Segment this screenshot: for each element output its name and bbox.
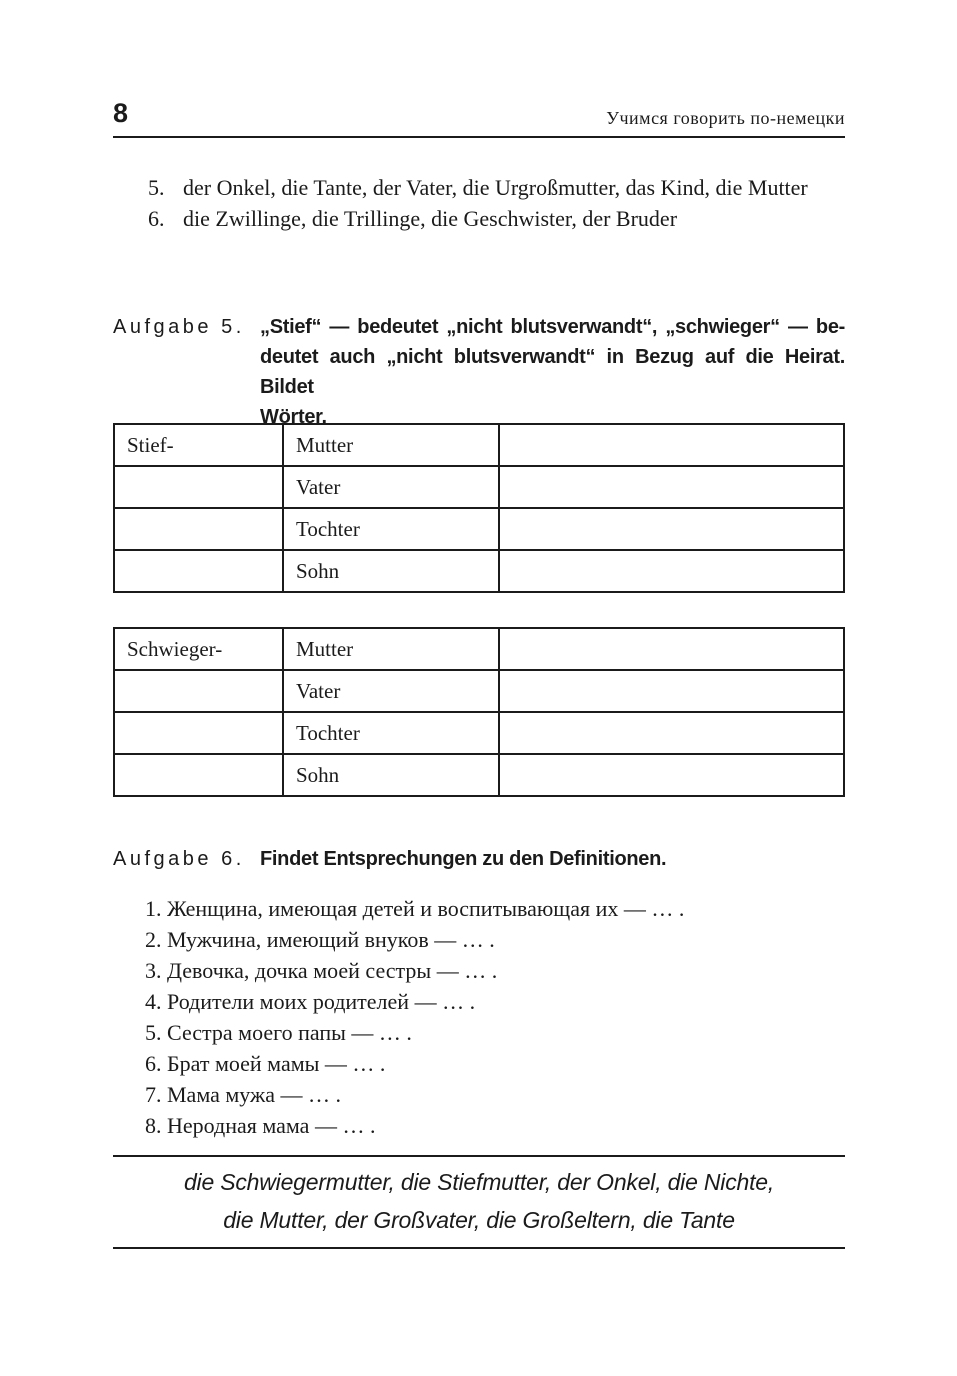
table-word-cell: Vater [283,670,499,712]
table-answer-cell [499,424,844,466]
table-answer-cell [499,712,844,754]
word-bank [113,1155,845,1249]
list-item-text: der Onkel, die Tante, der Vater, die Urgroßmutter, das Kind, die Mutter [183,175,808,200]
page-header [113,96,845,138]
task5-instruction [260,312,845,432]
word-bank-line: die Schwiegermutter, die Stiefmutter, der Onkel, die Nichte, [183,1169,775,1195]
table-answer-cell [499,754,844,796]
top-list [148,172,848,234]
task5-instruction-line: Wörter. [260,406,327,428]
task6-instruction: Findet Entsprechungen zu den Definitionen. [260,848,667,870]
definition-item: 2. Мужчина, имеющий внуков — … . [145,927,495,952]
table-prefix-cell [114,466,283,508]
table-word-cell: Mutter [283,628,499,670]
list-item-text: die Zwillinge, die Trillinge, die Geschwister, der Bruder [183,206,678,231]
table-prefix-cell [114,508,283,550]
table-word-cell: Mutter [283,424,499,466]
table-word-cell: Sohn [283,754,499,796]
definition-item: 3. Девочка, дочка моей сестры — … . [145,958,498,983]
task5-label: Aufgabe 5. [113,316,245,338]
table-prefix-cell [114,754,283,796]
task6-label: Aufgabe 6. [113,848,245,870]
table-prefix-cell [114,712,283,754]
task5-instruction-line: „Stief“ — bedeutet „nicht blutsverwandt“, „schwieger“ — be- [260,316,845,338]
table-answer-cell [499,466,844,508]
definitions-list [145,893,845,1141]
word-bank-line: die Mutter, der Großvater, die Großeltern, die Tante [223,1207,735,1233]
table-answer-cell [499,670,844,712]
definition-item: 5. Сестра моего папы — … . [145,1020,412,1045]
list-item-number: 5. [148,175,165,200]
table-row [114,466,844,508]
page-number: 8 [113,98,129,128]
list-item-number: 6. [148,206,165,231]
table-word-cell: Tochter [283,508,499,550]
table-row [114,712,844,754]
definition-item: 1. Женщина, имеющая детей и воспитывающая их — … . [145,896,685,921]
table-answer-cell [499,508,844,550]
table-word-cell: Sohn [283,550,499,592]
table-answer-cell [499,628,844,670]
table-prefix-cell [114,550,283,592]
table-row [114,550,844,592]
table-row [114,424,844,466]
definition-item: 4. Родители моих родителей — … . [145,989,476,1014]
table-word-cell: Vater [283,466,499,508]
definition-item: 6. Брат моей мамы — … . [145,1051,386,1076]
table-word-cell: Tochter [283,712,499,754]
table-prefix-cell: Stief- [114,424,283,466]
task5-instruction-line: deutet auch „nicht blutsverwandt“ in Bezug auf die Heirat. Bildet [260,346,845,398]
list-item [148,203,848,234]
table-row [114,670,844,712]
running-title: Учимся говорить по-немецки [606,108,845,128]
table-answer-cell [499,550,844,592]
stief-table [113,423,845,593]
table-row [114,508,844,550]
definition-item: 8. Неродная мама — … . [145,1113,376,1138]
table-row [114,628,844,670]
table-row [114,754,844,796]
table-prefix-cell [114,670,283,712]
list-item [148,172,848,203]
schwieger-table [113,627,845,797]
definition-item: 7. Мама мужа — … . [145,1082,341,1107]
table-prefix-cell: Schwieger- [114,628,283,670]
